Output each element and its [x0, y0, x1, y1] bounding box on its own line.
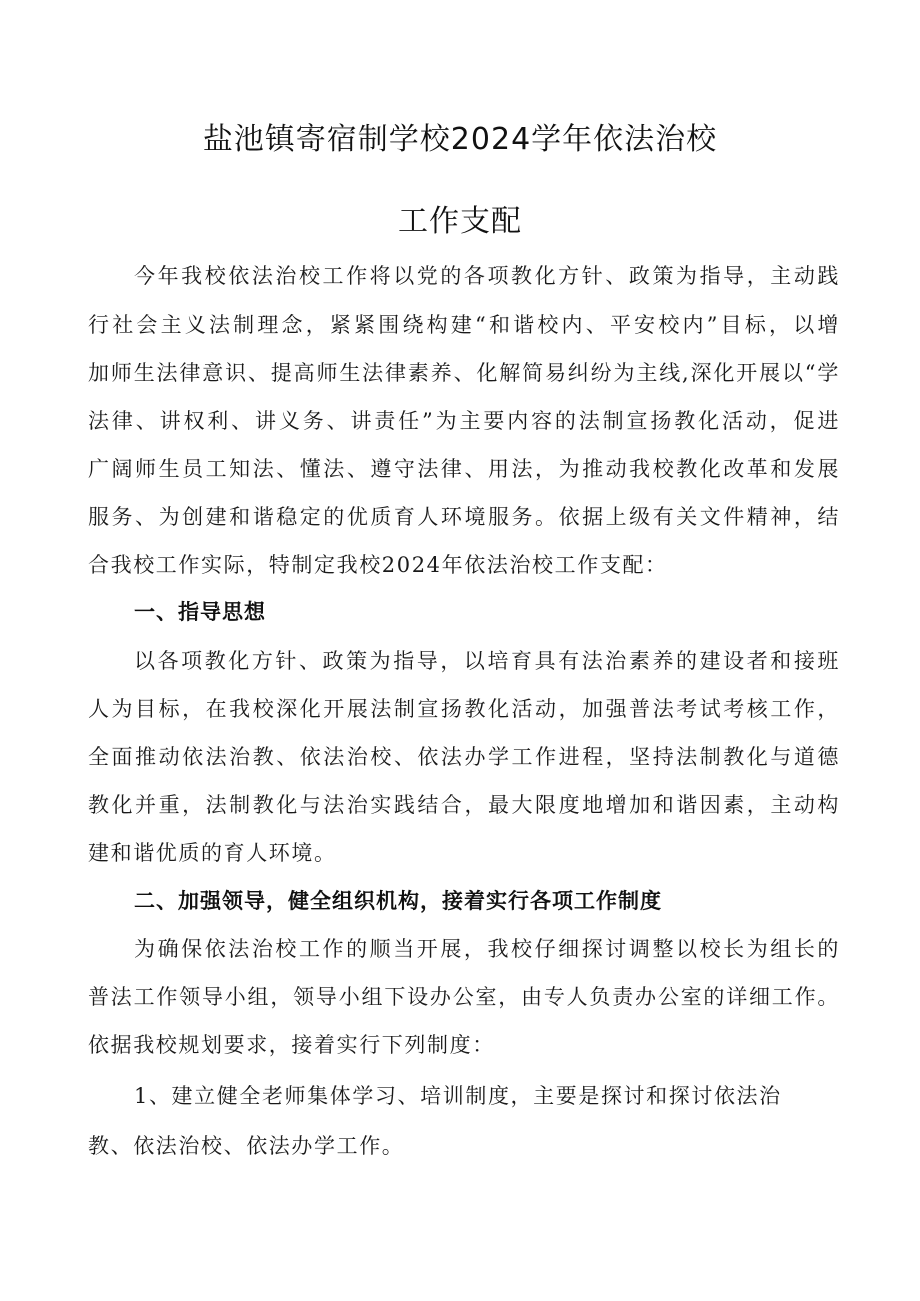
- section1-line: 以各项教化方针、政策为指导，以培育具有法治素养的建设者和接班: [134, 649, 840, 673]
- section1-line: 人为目标，在我校深化开展法制宣扬教化活动，加强普法考试考核工作，: [88, 697, 840, 721]
- intro-line: 加师生法律意识、提高师生法律素养、化解简易纠纷为主线,深化开展以“学: [88, 361, 840, 385]
- intro-line: 合我校工作实际，特制定我校2024年依法治校工作支配：: [88, 553, 668, 577]
- section1-line: 建和谐优质的育人环境。: [88, 841, 337, 865]
- intro-line: 行社会主义法制理念，紧紧围绕构建“和谐校内、平安校内”目标，以增: [88, 313, 840, 337]
- section1-line: 教化并重，法制教化与法治实践结合，最大限度地增加和谐因素，主动构: [88, 793, 840, 817]
- section-heading-2: 二、加强领导，健全组织机构，接着实行各项工作制度: [134, 889, 662, 913]
- intro-line: 今年我校依法治校工作将以党的各项教化方针、政策为指导，主动践: [134, 264, 840, 288]
- list-item-1-line: 1、建立健全老师集体学习、培训制度，主要是探讨和探讨依法治: [134, 1084, 782, 1108]
- list-item-1-line: 教、依法治校、依法办学工作。: [88, 1134, 405, 1158]
- document-title-line-1: 盐池镇寄宿制学校2024学年依法治校: [202, 122, 718, 157]
- intro-line: 服务、为创建和谐稳定的优质育人环境服务。依据上级有关文件精神，结: [88, 505, 840, 529]
- section1-line: 全面推动依法治教、依法治校、依法办学工作进程，坚持法制教化与道德: [88, 745, 840, 769]
- section2-line: 为确保依法治校工作的顺当开展，我校仔细探讨调整以校长为组长的: [134, 937, 840, 961]
- intro-line: 广阔师生员工知法、懂法、遵守法律、用法，为推动我校教化改革和发展: [88, 457, 840, 481]
- section2-line: 依据我校规划要求，接着实行下列制度：: [88, 1033, 495, 1057]
- document-title-line-2: 工作支配: [398, 204, 522, 239]
- section-heading-1: 一、指导思想: [134, 600, 266, 624]
- intro-line: 法律、讲权利、讲义务、讲责任”为主要内容的法制宣扬教化活动，促进: [88, 409, 840, 433]
- section2-line: 普法工作领导小组，领导小组下设办公室，由专人负责办公室的详细工作。: [88, 985, 840, 1009]
